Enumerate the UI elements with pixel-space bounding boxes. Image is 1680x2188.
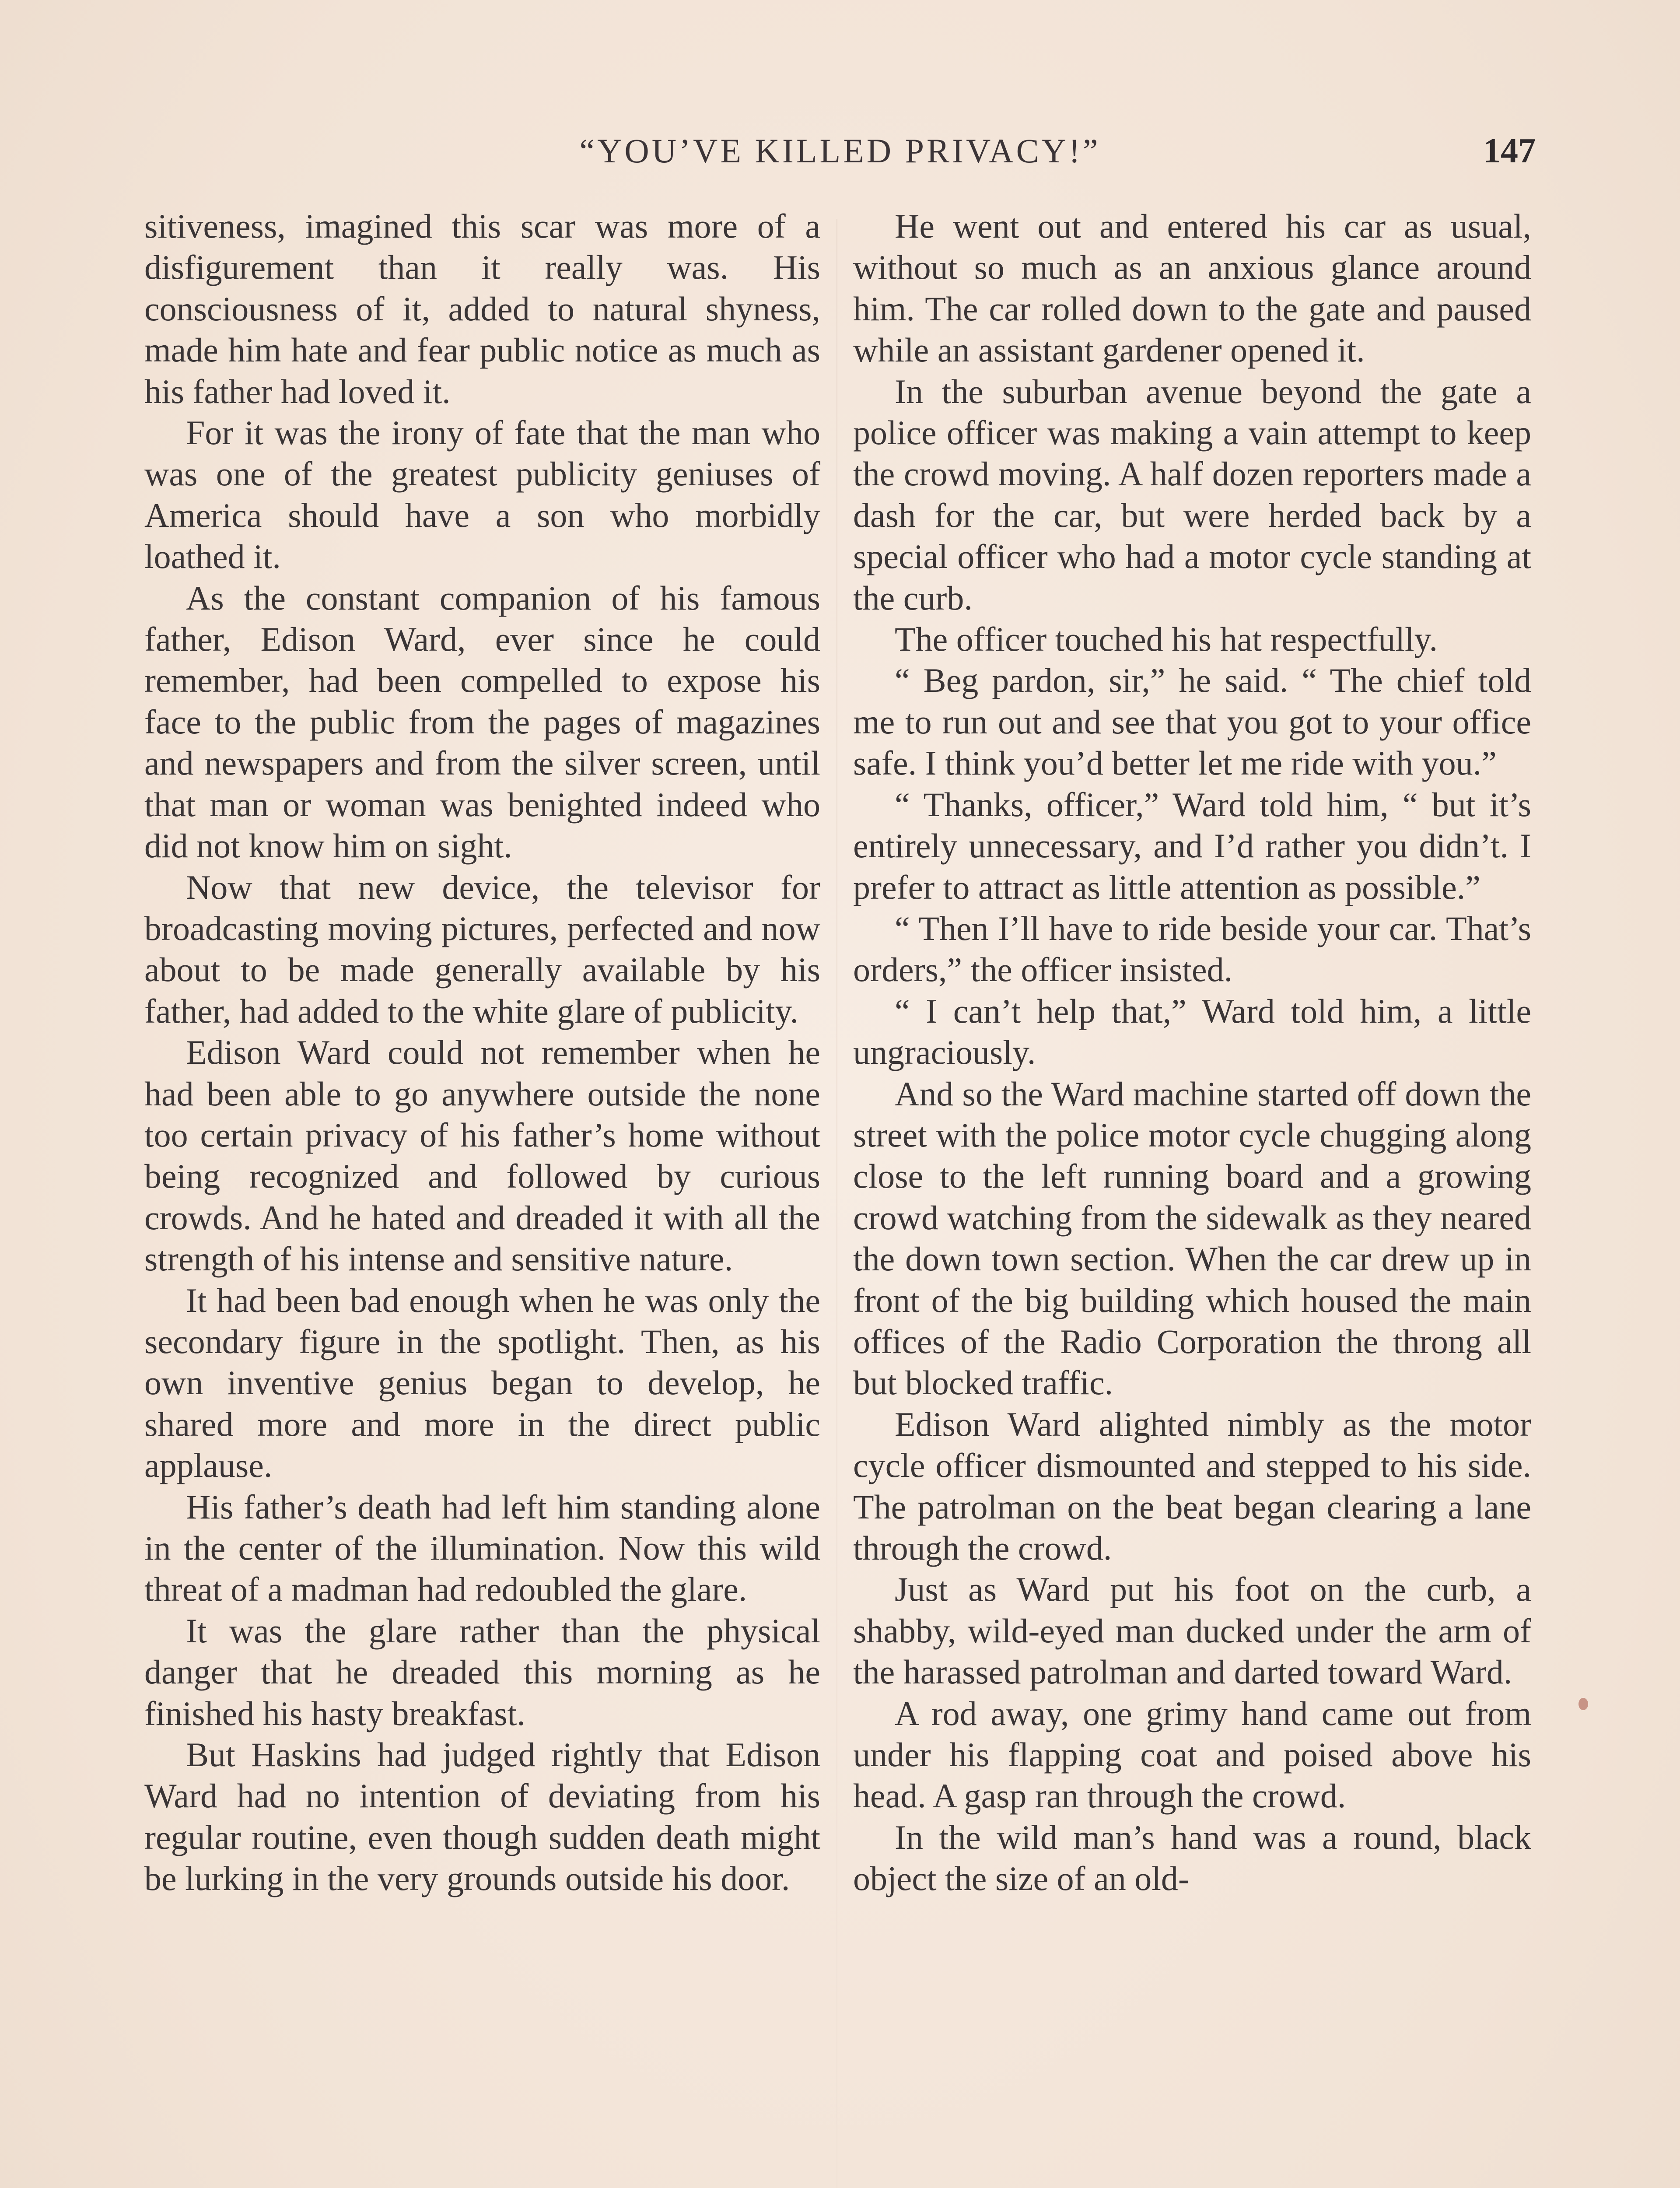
paragraph: Now that new device, the televisor for broadcasting moving pictures, perfected and now about to be made generally available by his father, had added to the white glare of publicity. — [144, 868, 820, 1030]
paragraph: “ Beg pardon, sir,” he said. “ The chief told me to run out and see that you got to your office safe. I think you’d better let me ride with you.” — [853, 661, 1531, 782]
paragraph: In the wild man’s hand was a round, black object the size of an old- — [853, 1818, 1531, 1898]
page-number: 147 — [1483, 132, 1536, 170]
paragraph: His father’s death had left him standing alone in the center of the illumination. Now this wild threat of a madman had redoubled the glare. — [144, 1487, 820, 1609]
paragraph: “ Then I’ll have to ride beside your car. That’s orders,” the officer insisted. — [853, 909, 1531, 989]
paragraph: It had been bad enough when he was only the secondary figure in the spotlight. Then, as his own inventive genius began to develop, he shared more and more in the direct public applause. — [144, 1281, 820, 1485]
paragraph: “ I can’t help that,” Ward told him, a little ungraciously. — [853, 992, 1531, 1072]
running-title: “YOU’VE KILLED PRIVACY!” — [579, 132, 1101, 170]
paper-stain — [1578, 1698, 1588, 1710]
paragraph: Edison Ward alighted nimbly as the motor cycle officer dismounted and stepped to his side. The patrolman on the beat began clearing a lane through the crowd. — [853, 1405, 1531, 1567]
paragraph: For it was the irony of fate that the man who was one of the greatest publicity geniuses of America should have a son who morbidly loathed it. — [144, 414, 820, 576]
paragraph: Just as Ward put his foot on the curb, a shabby, wild-eyed man ducked under the arm of the harassed patrolman and darted toward Ward. — [853, 1570, 1531, 1691]
paragraph: He went out and entered his car as usual, without so much as an anxious glance around him. The car rolled down to the gate and paused while an assistant gardener opened it. — [853, 207, 1531, 369]
paragraph: A rod away, one grimy hand came out from under his flapping coat and poised above his head. A gasp ran through the crowd. — [853, 1694, 1531, 1815]
paragraph: It was the glare rather than the physical danger that he dreaded this morning as he finished his hasty breakfast. — [144, 1611, 820, 1732]
paragraph: The officer touched his hat respectfully. — [895, 620, 1438, 659]
left-column — [144, 206, 820, 2188]
paragraph: “ Thanks, officer,” Ward told him, “ but it’s entirely unnecessary, and I’d rather you didn’t. I prefer to attract as little attention as possible.” — [853, 785, 1531, 906]
right-column — [853, 206, 1531, 2188]
running-head — [144, 131, 1536, 179]
paragraph: sitiveness, imagined this scar was more of a disfigurement than it really was. His consciousness of it, added to natural shyness, made him hate and fear public notice as much as his father had loved it. — [144, 207, 820, 410]
paragraph: Edison Ward could not remember when he had been able to go anywhere outside the none too certain privacy of his father’s home without being recognized and followed by curious crowds. And he hated and dreaded it with all the strength of his intense and sensitive nature. — [144, 1033, 820, 1278]
paragraph: And so the Ward machine started off down the street with the police motor cycle chugging along close to the left running board and a growing crowd watching from the sidewalk as they neared the down town section. When the car drew up in front of the big building which housed the main offices of the Radio Corporation the throng all but blocked traffic. — [853, 1074, 1531, 1402]
paragraph: In the suburban avenue beyond the gate a police officer was making a vain attempt to keep the crowd moving. A half dozen reporters made a dash for the car, but were herded back by a special officer who had a motor cycle standing at the curb. — [853, 372, 1531, 617]
column-gutter — [836, 219, 837, 2188]
paragraph: But Haskins had judged rightly that Edison Ward had no intention of deviating from his regular routine, even though sudden death might be lurking in the very grounds outside his door. — [144, 1736, 820, 1898]
paragraph: As the constant companion of his famous father, Edison Ward, ever since he could remember, had been compelled to expose his face to the public from the pages of magazines and newspapers and from the silver screen, until that man or woman was benighted indeed who did not know him on sight. — [144, 579, 820, 865]
